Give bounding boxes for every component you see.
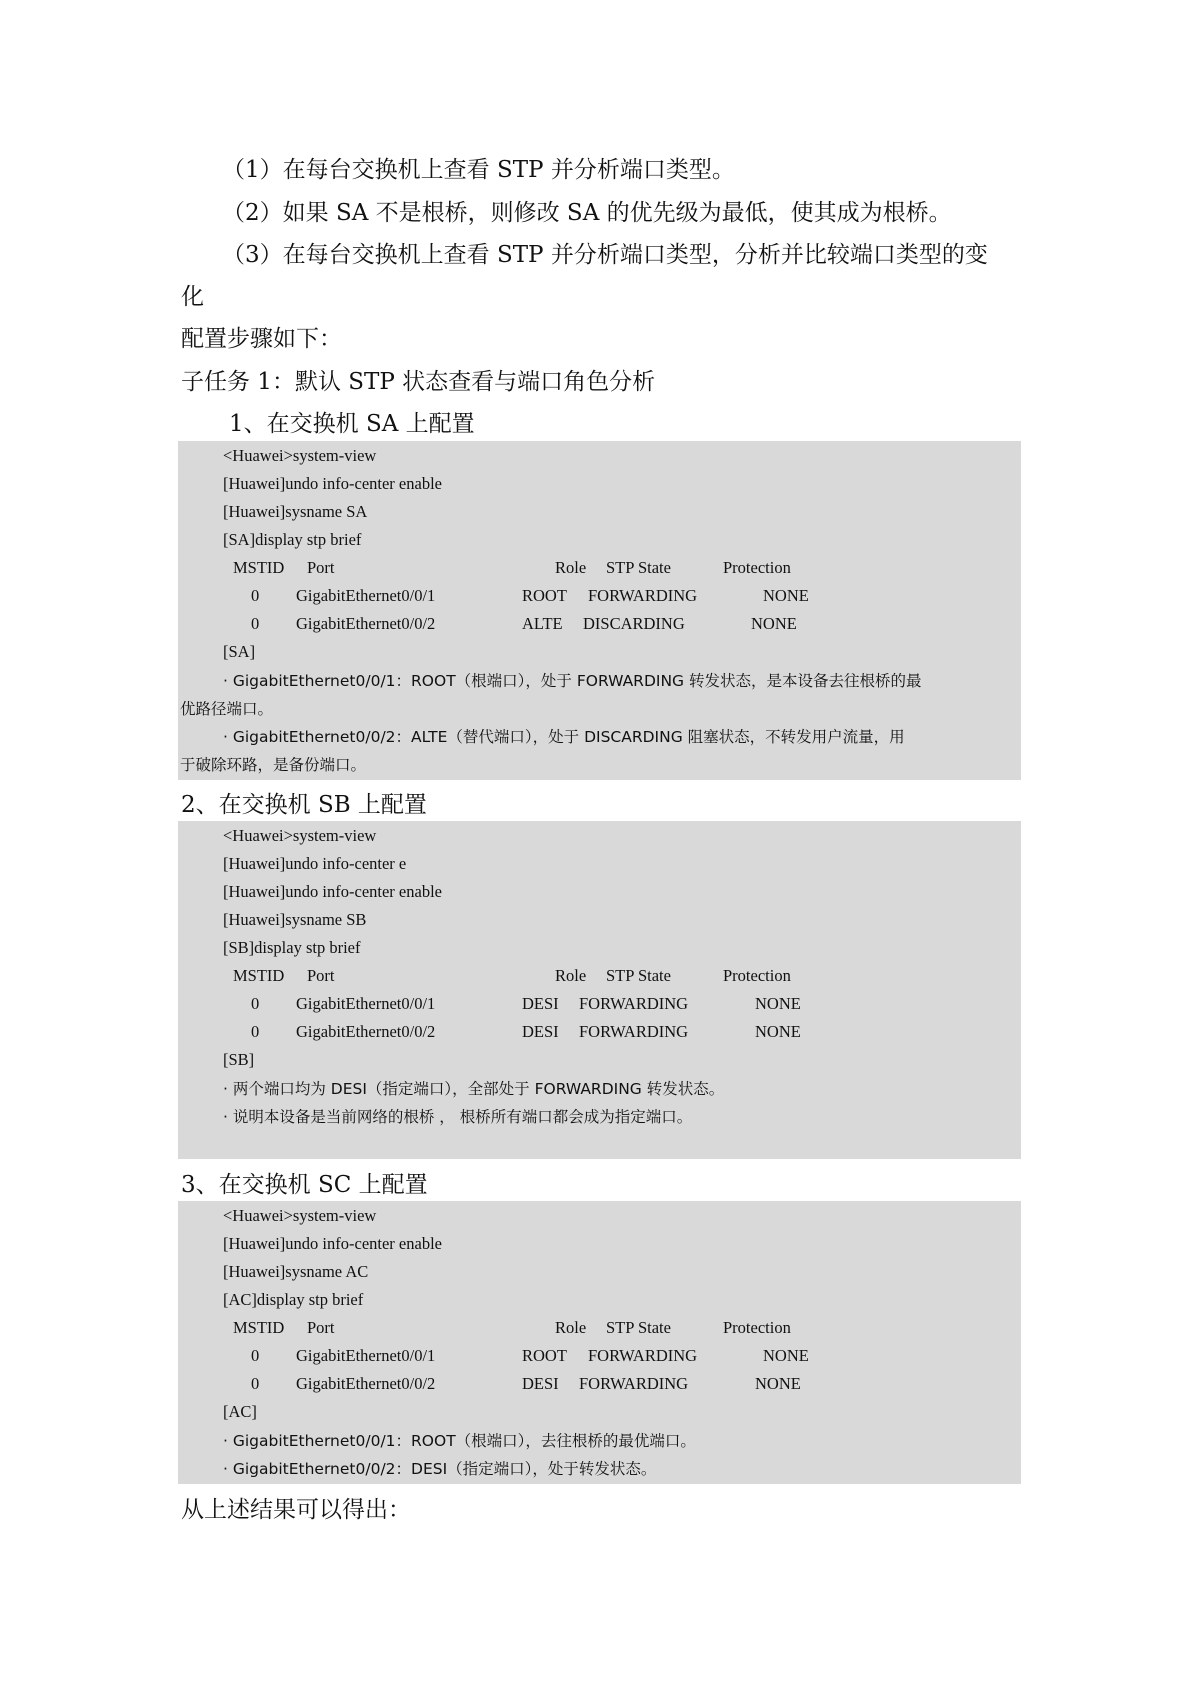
cell-role: DESI bbox=[522, 994, 559, 1013]
cell-port: GigabitEthernet0/0/1 bbox=[296, 1346, 436, 1365]
cell-stp-state: FORWARDING bbox=[588, 1346, 698, 1365]
stp-table-header bbox=[178, 557, 1021, 579]
code-line: [SB]display stp brief bbox=[223, 938, 361, 957]
analysis-note: · 两个端口均为 DESI（指定端口），全部处于 FORWARDING 转发状态。 bbox=[223, 1080, 725, 1098]
header-port: Port bbox=[307, 966, 335, 985]
header-protection: Protection bbox=[723, 1318, 791, 1337]
header-mstid: MSTID bbox=[233, 558, 285, 577]
steps-heading: 配置步骤如下： bbox=[181, 326, 342, 352]
header-role: Role bbox=[555, 558, 587, 577]
cell-port: GigabitEthernet0/0/2 bbox=[296, 614, 436, 633]
task-step-3-continued: 化 bbox=[181, 284, 204, 310]
task-step-1: （1）在每台交换机上查看 STP 并分析端口类型。 bbox=[222, 157, 735, 183]
cell-port: GigabitEthernet0/0/2 bbox=[296, 1022, 436, 1041]
cell-stp-state: FORWARDING bbox=[579, 1374, 689, 1393]
code-line: [Huawei]sysname SA bbox=[223, 502, 368, 521]
stp-table-header bbox=[178, 965, 1021, 987]
code-line: <Huawei>system-view bbox=[223, 826, 377, 845]
header-mstid: MSTID bbox=[233, 966, 285, 985]
header-stp-state: STP State bbox=[606, 1318, 671, 1337]
code-line: [Huawei]undo info-center enable bbox=[223, 882, 442, 901]
cell-mstid: 0 bbox=[251, 586, 260, 605]
header-role: Role bbox=[555, 1318, 587, 1337]
code-line: [Huawei]undo info-center enable bbox=[223, 474, 442, 493]
header-stp-state: STP State bbox=[606, 966, 671, 985]
code-line: <Huawei>system-view bbox=[223, 446, 377, 465]
code-prompt: [SB] bbox=[223, 1050, 255, 1069]
cell-stp-state: FORWARDING bbox=[579, 1022, 689, 1041]
cell-mstid: 0 bbox=[251, 994, 260, 1013]
stp-table-row bbox=[178, 613, 1021, 635]
cell-stp-state: FORWARDING bbox=[588, 586, 698, 605]
cell-role: ROOT bbox=[522, 1346, 567, 1365]
cell-role: ALTE bbox=[522, 614, 563, 633]
cell-stp-state: DISCARDING bbox=[583, 614, 685, 633]
cell-port: GigabitEthernet0/0/2 bbox=[296, 1374, 436, 1393]
cell-protection: NONE bbox=[755, 1022, 801, 1041]
analysis-note-continued: 于破除环路，是备份端口。 bbox=[180, 756, 367, 774]
subtask-heading: 子任务 1：默认 STP 状态查看与端口角色分析 bbox=[181, 369, 656, 395]
sb-heading: 2、在交换机 SB 上配置 bbox=[181, 792, 427, 818]
code-line: [SA]display stp brief bbox=[223, 530, 362, 549]
cell-mstid: 0 bbox=[251, 1374, 260, 1393]
cell-protection: NONE bbox=[763, 1346, 809, 1365]
analysis-note: · GigabitEthernet0/0/2：DESI（指定端口），处于转发状态。 bbox=[223, 1460, 657, 1478]
code-line: <Huawei>system-view bbox=[223, 1206, 377, 1225]
cell-role: ROOT bbox=[522, 586, 567, 605]
sb-code-block bbox=[178, 821, 1021, 1159]
cell-protection: NONE bbox=[755, 1374, 801, 1393]
cell-protection: NONE bbox=[751, 614, 797, 633]
task-step-3: （3）在每台交换机上查看 STP 并分析端口类型，分析并比较端口类型的变 bbox=[222, 242, 988, 268]
header-stp-state: STP State bbox=[606, 558, 671, 577]
header-port: Port bbox=[307, 558, 335, 577]
task-step-2: （2）如果 SA 不是根桥，则修改 SA 的优先级为最低，使其成为根桥。 bbox=[222, 200, 952, 226]
code-line: [Huawei]sysname AC bbox=[223, 1262, 369, 1281]
code-line: [Huawei]sysname SB bbox=[223, 910, 367, 929]
header-protection: Protection bbox=[723, 558, 791, 577]
code-line: [Huawei]undo info-center e bbox=[223, 854, 407, 873]
stp-table-row bbox=[178, 1021, 1021, 1043]
cell-port: GigabitEthernet0/0/1 bbox=[296, 586, 436, 605]
cell-mstid: 0 bbox=[251, 1022, 260, 1041]
cell-role: DESI bbox=[522, 1374, 559, 1393]
stp-table-row bbox=[178, 585, 1021, 607]
header-role: Role bbox=[555, 966, 587, 985]
stp-table-row bbox=[178, 1373, 1021, 1395]
analysis-note: · 说明本设备是当前网络的根桥 ， 根桥所有端口都会成为指定端口。 bbox=[223, 1108, 693, 1126]
header-mstid: MSTID bbox=[233, 1318, 285, 1337]
stp-table-header bbox=[178, 1317, 1021, 1339]
stp-table-row bbox=[178, 993, 1021, 1015]
header-protection: Protection bbox=[723, 966, 791, 985]
cell-role: DESI bbox=[522, 1022, 559, 1041]
code-prompt: [SA] bbox=[223, 642, 256, 661]
analysis-note: · GigabitEthernet0/0/2：ALTE（替代端口），处于 DISCARDING 阻塞状态，不转发用户流量，用 bbox=[223, 728, 905, 746]
code-prompt: [AC] bbox=[223, 1402, 257, 1421]
header-port: Port bbox=[307, 1318, 335, 1337]
analysis-note: · GigabitEthernet0/0/1：ROOT（根端口），处于 FORWARDING 转发状态，是本设备去往根桥的最 bbox=[223, 672, 922, 690]
code-line: [Huawei]undo info-center enable bbox=[223, 1234, 442, 1253]
cell-protection: NONE bbox=[763, 586, 809, 605]
analysis-note-continued: 优路径端口。 bbox=[180, 700, 274, 718]
sc-heading: 3、在交换机 SC 上配置 bbox=[181, 1172, 428, 1198]
cell-mstid: 0 bbox=[251, 1346, 260, 1365]
sa-code-block bbox=[178, 441, 1021, 780]
stp-table-row bbox=[178, 1345, 1021, 1367]
cell-mstid: 0 bbox=[251, 614, 260, 633]
code-line: [AC]display stp brief bbox=[223, 1290, 364, 1309]
analysis-note: · GigabitEthernet0/0/1：ROOT（根端口），去往根桥的最优端口。 bbox=[223, 1432, 696, 1450]
sc-code-block bbox=[178, 1201, 1021, 1484]
conclusion-heading: 从上述结果可以得出： bbox=[181, 1497, 411, 1523]
cell-protection: NONE bbox=[755, 994, 801, 1013]
cell-port: GigabitEthernet0/0/1 bbox=[296, 994, 436, 1013]
cell-stp-state: FORWARDING bbox=[579, 994, 689, 1013]
sa-heading: 1、在交换机 SA 上配置 bbox=[229, 411, 475, 437]
